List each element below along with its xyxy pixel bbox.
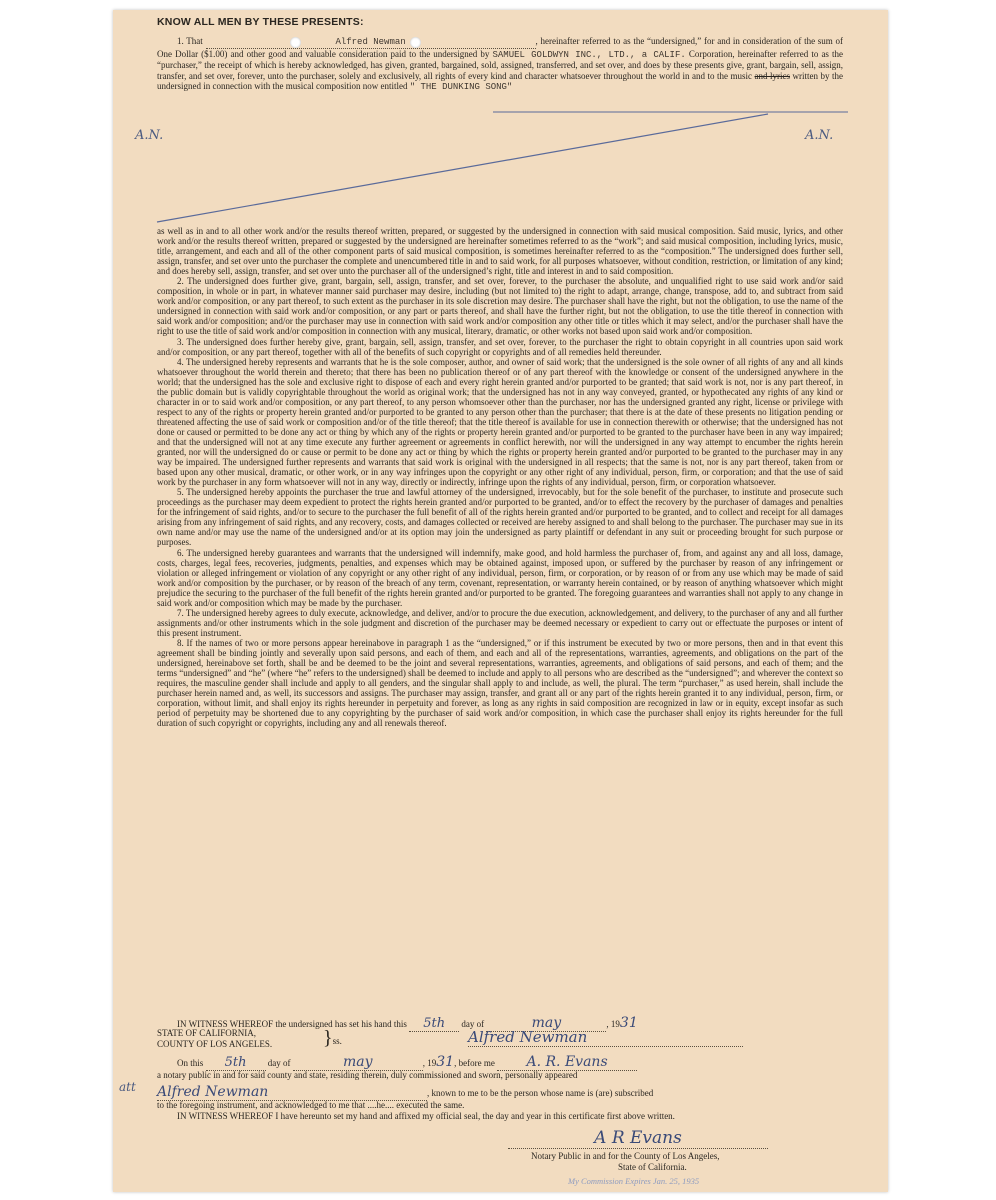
witness-year: 31 (619, 1015, 638, 1031)
initials-right: A.N. (805, 128, 834, 143)
document-body (157, 226, 843, 728)
notary-date-line: On this 5th day of may , 1931, before me A. R. Evans (177, 1054, 637, 1071)
paragraph-2: 2. The undersigned does further give, grant, bargain, sell, assign, transfer, and set over, forever, to the purchaser the absolute, and unqualified right to use said work and/or said composition, in whole or in part, in whatever manner said purchaser may desire, including (but not limited to) the right to adapt, arrange, change, transpose, add to, and subtract from said work and/or composition, or any part thereof, to such extent as the purchaser in its sole discretion may desire. The purchaser shall have the right, but not the obligation, to use the name of the undersigned in connection with said work and/or composition, or any part or parts thereof, and shall have the further right, but not the obligation, to use the title thereof in connection with said work and/or composition; and/or the purchaser may use in connection with said work and/or composition any other title or titles which it may select, and/or the purchaser shall have the right to use the title of said work and/or composition in connection with any musical, literary, dramatic, or other works not based upon said work and/or composition. (157, 276, 843, 337)
county-line: COUNTY OF LOS ANGELES. (157, 1039, 273, 1049)
paragraph-5: 5. The undersigned hereby appoints the purchaser the true and lawful attorney of the undersigned, irrevocably, but for the sole benefit of the purchaser, to institute and prosecute such proceedings as the purchaser may deem expedient to protect the rights herein granted and/or purported to be granted, and/or to effect the recovery by the purchaser of damages and penalties for the infringement of said rights, and/or to secure to the purchaser the full benefit of all of the rights herein granted and/or purported to be granted, and to collect and receipt for all damages arising from any infringement of said rights, and any recovery, costs, and damages collected or received are hereby assigned to and shall belong to the purchaser. The purchaser may sue in its own name and/or may use the name of the undersigned and/or at its option may join the undersigned as party plaintiff or defendant in any suit or proceeding brought for such purpose or purposes. (157, 487, 843, 548)
witness-month: may (531, 1015, 562, 1031)
assignor-signature: Alfred Newman (468, 1028, 743, 1047)
paragraph-1-continued: as well as in and to all other work and/or the results thereof written, prepared, or suggested by the undersigned in connection with said musical composition. Said music, lyrics, and other work and/or the results thereof written, prepared or suggested by the undersigned are hereinafter sometimes referred to as the “work”; and said musical composition, including lyrics, music, title, arrangement, and each and all of the other component parts of said musical composition, is sometimes hereinafter referred to as the “composition.” The undersigned does further sell, assign, transfer, and set over unto the purchaser the complete and unencumbered title in and to said work, for all purposes whatsoever, without condition, restriction, or limitation of any kind; and does hereby sell, assign, transfer, and set over unto the purchaser all of the undersigned’s right, title and interest in and to said composition. (157, 226, 843, 277)
struck-lyrics: and lyrics (754, 70, 790, 81)
foregoing-line: to the foregoing instrument, and acknowledged to me that ....he.... executed the same. (157, 1100, 465, 1110)
paragraph-3: 3. The undersigned does further hereby give, grant, bargain, sell, assign, transfer, and set over, forever, to the purchaser the right to obtain copyright in all countries upon said work and/or composition, or any part thereof, together with all of the benefits of such copyright or copyrights and of all remedies held thereunder. (157, 336, 843, 357)
margin-mark: att (119, 1080, 136, 1094)
paragraph-4: 4. The undersigned hereby represents and warrants that he is the sole composer, author, and owner of said work; that the undersigned is the sole owner of all rights of any and all kinds whatsoever throughout the world therein and thereto; that there has been no publication thereof or of any part thereof with the knowledge or consent of the undersigned anywhere in the world; that the undersigned has the sole and exclusive right to dispose of each and every right herein granted and/or purported to be granted; that said work is not, nor is any part thereof, in the public domain but is validly copyrightable throughout the world as original work; that the undersigned has not in any way conveyed, granted, or hypothecated any rights of any kind or character in or to said work and/or composition, or any part thereof, to any person whomsoever other than the purchaser, nor has the undersigned granted any right, license or privilege with respect to any of the rights or property herein granted and/or purported to be granted to any person other than the purchaser; that there is at the date of these presents no litigation pending or threatened affecting the use of said work or composition and/or of the title thereof; that the title thereof is available for use in connection therewith or otherwise; that the undersigned has not done or caused or permitted to be done any act or thing by which any of the rights or property herein granted and/or purported to be granted to the purchaser have been in any way impaired; and that the undersigned will not at any time execute any further agreement or agreements in conflict herewith, nor will the undersigned in any way attempt to encumber the rights herein granted, nor will the undersigned do or cause or permit to be done any act or thing by which the rights or property herein granted and/or purported to be granted to the purchaser may in any way be impaired. The undersigned further represents and warrants that said work is original with the undersigned in all respects; that the same is not, nor is any part thereof, taken from or based upon any other musical, dramatic, or other work, or in any way infringes upon the copyright or any other right of any individual, person, firm, or corporation; and that the use of said work by the purchaser in any form whatsoever will not in any way, directly or indirectly, infringe upon the rights of any individual, person, firm, or corporation whatsoever. (157, 356, 843, 488)
notary-line: a notary public in and for said county and state, residing therein, duly commissioned and sworn, personally appeared (157, 1070, 578, 1080)
document-page (113, 10, 888, 1192)
appeared-name: Alfred Newman (157, 1084, 269, 1100)
paragraph-6: 6. The undersigned hereby guarantees and warrants that the undersigned will indemnify, make good, and hold harmless the purchaser of, from, and against any and all loss, damage, costs, charges, legal fees, recoveries, judgments, penalties, and expenses which may be obtained against, imposed upon, or suffered by the purchaser by reason of any infringement or violation or alleged infringement or violation of any copyright or any other right of any individual, person, firm, or corporation, or by reason of or from any use which may be made of said work and/or composition by the purchaser, or by reason of the breach of any term, covenant, representation, or warranty herein contained, or by reason of anything whatsoever which might prejudice the securing to the purchaser of the full benefit of the rights herein granted and/or purported to be granted. The foregoing guarantees and warranties shall not apply to any change in said work and/or composition which may be made by the purchaser. (157, 547, 843, 608)
notary-witness: IN WITNESS WHEREOF I have hereunto set my hand and affixed my official seal, the day and year in this certificate first above written. (177, 1111, 675, 1121)
notary-name: A. R. Evans (526, 1054, 608, 1070)
witness-day: 5th (423, 1016, 446, 1031)
state-of-line: State of California. (618, 1162, 687, 1172)
commission-stamp: My Commission Expires Jan. 25, 1935 (568, 1176, 700, 1186)
paragraph-7: 7. The undersigned hereby agrees to duly execute, acknowledge, and deliver, and/or to procure the due execution, acknowledgement, and delivery, to the purchaser of any and all further assignments and/or other instruments which in the sole judgment and discretion of the purchaser may be deemed necessary or expedient to carry out or effectuate the purposes or intent of this present instrument. (157, 607, 843, 638)
composition-title: " THE DUNKING SONG" (409, 82, 513, 93)
purchaser-company: SAMUEL GOLDWYN INC., LTD., a CALIF. (492, 49, 686, 60)
cancel-strike-lines (113, 10, 888, 250)
paragraph-8: 8. If the names of two or more persons appear hereinabove in paragraph 1 as the “undersigned,” or if this instrument be executed by two or more persons, then and in that event this agreement shall be binding jointly and severally upon said persons, and each of them, and each and all of the representations, warranties, agreements, and obligations on the part of the undersigned, hereinabove set forth, shall be and be deemed to be the joint and several representations, warranties, agreements, and obligations of said persons, and each of them; and the terms “undersigned” and “he” (where “he” refers to the undersigned) shall be deemed to include and apply to all persons who are described as the “undersigned”; and wherever the context so requires, the masculine gender shall include and apply to all genders, and the singular shall apply to and include, as well, the plural. The term “purchaser,” as used herein, shall include the purchaser herein named and, as well, its successors and assigns. The purchaser may assign, transfer, and grant all or any part of the rights herein granted it to any individual, person, firm, or corporation, without limit, and shall enjoy its rights hereunder in perpetuity and forever, as long as any rights in said composition are recognized in law or in equity, except insofar as such period of perpetuity may be shortened due to any copyrighting by the purchaser of said work and/or composition, in which case the purchaser shall enjoy its rights hereunder for the full duration of such copyright or copyrights, including any and all renewals thereof. (157, 637, 843, 729)
undersigned-name-field: Alfred Newman (206, 36, 536, 49)
paragraph-1: 1. That Alfred Newman , hereinafter referred to as the “undersigned,” for and in consideration of the sum of One Dollar ($1.00) and other good and valuable consideration paid to the undersigned by SAMUEL GOLDWYN INC., LTD., a CALIF. Corporation, hereinafter referred to as the “purchaser,” the receipt of which is hereby acknowledged, has given, granted, bargained, sold, assigned, transferred, and set over, and does by these presents give, grant, bargain, sell, assign, transfer, and set over, forever, unto the purchaser, solely and exclusively, all rights of every kind and character whatsoever throughout the world in and to the music and lyrics written by the undersigned in connection with the musical composition now entitled " THE DUNKING SONG" (157, 36, 844, 93)
initials-left: A.N. (135, 128, 164, 143)
witness-line: IN WITNESS WHEREOF the undersigned has set his hand this 5th day of may , 1931 (177, 1015, 638, 1031)
ss-mark: }ss. (323, 1027, 342, 1049)
notary-signature: A R Evans (508, 1128, 768, 1149)
state-line: STATE OF CALIFORNIA, (157, 1028, 257, 1038)
notary-public-line: Notary Public in and for the County of Los Angeles, (531, 1151, 720, 1161)
document-heading: KNOW ALL MEN BY THESE PRESENTS: (157, 16, 364, 28)
appeared-line: Alfred Newman , known to me to be the person whose name is (are) subscribed (157, 1084, 654, 1100)
